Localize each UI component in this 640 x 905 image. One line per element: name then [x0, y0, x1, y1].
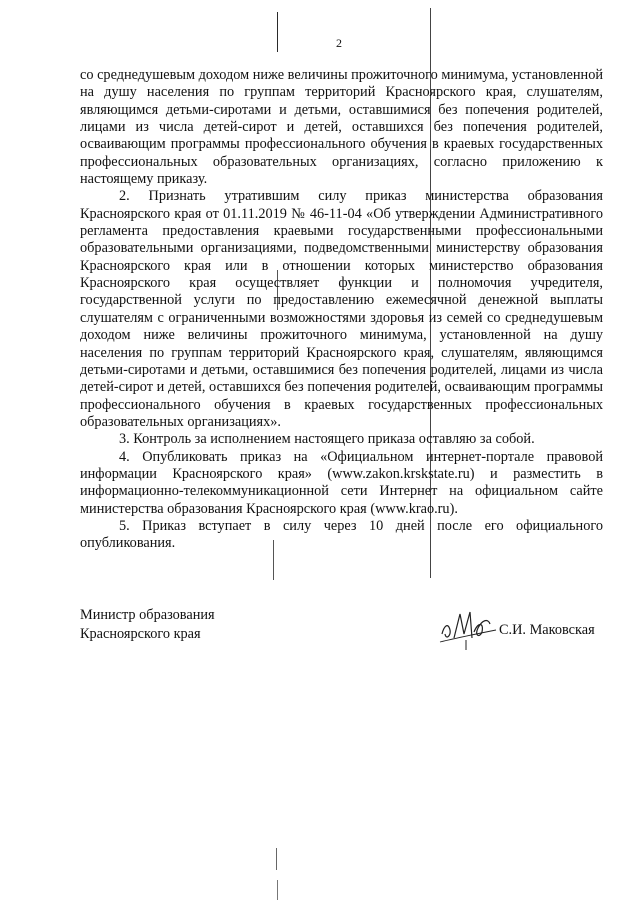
scan-artifact-line [277, 12, 278, 52]
signatory-position-line1: Министр образования [80, 607, 215, 623]
paragraph-continuation: со среднедушевым доходом ниже величины прожиточного минимума, установленной на душу населения по группам территорий Красноярского края, слушателям, являющимся детьми-сиротами и детьми, оставшимися без попечения родителей, лицами из числа детей-сирот и детей, оставшихся без попечения родителей, осваивающим программы профессионального обучения в краевых государственных профессиональных образовательных организациях, согласно приложению к настоящему приказу. [80, 67, 603, 188]
document-body [80, 67, 603, 553]
paragraph-4: 4. Опубликовать приказ на «Официальном интернет-портале правовой информации Красноярского края» (www.zakon.krskstate.ru) и разместить в информационно-телекоммуникационной сети Интернет на официальном сайте министерства образования Красноярского края (www.krao.ru). [80, 448, 603, 517]
handwritten-signature [436, 604, 500, 652]
signatory-name: С.И. Маковская [499, 622, 595, 638]
scan-artifact-line [276, 848, 277, 870]
paragraph-3: 3. Контроль за исполнением настоящего приказа оставляю за собой. [119, 431, 535, 448]
page-number: 2 [336, 36, 342, 50]
paragraph-2: 2. Признать утратившим силу приказ министерства образования Красноярского края от 01.11.2019 № 46-11-04 «Об утверждении Административного регламента предоставления краевыми государственными профессиональными образовательными организациями, подведомственными министерству образования Красноярского края или в отношении которых министерство образования Красноярского края осуществляет функции и полномочия учредителя, государственной услуги по предоставлению ежемесячной денежной выплаты слушателям с ограниченными возможностями здоровья из семей со среднедушевым доходом ниже величины прожиточного минимума, установленной на душу населения по группам территорий Красноярского края, слушателям, являющимся детьми-сиротами и детьми, оставшимися без попечения родителей, лицами из числа детей-сирот и детей, оставшихся без попечения родителей, осваивающим программы профессионального обучения в краевых государственных профессиональных образовательных организациях». [80, 188, 603, 430]
paragraph-5: 5. Приказ вступает в силу через 10 дней после его официального опубликования. [80, 517, 603, 552]
signatory-position-line2: Красноярского края [80, 626, 201, 642]
scan-artifact-line [277, 880, 278, 900]
signatory-position [80, 606, 215, 644]
